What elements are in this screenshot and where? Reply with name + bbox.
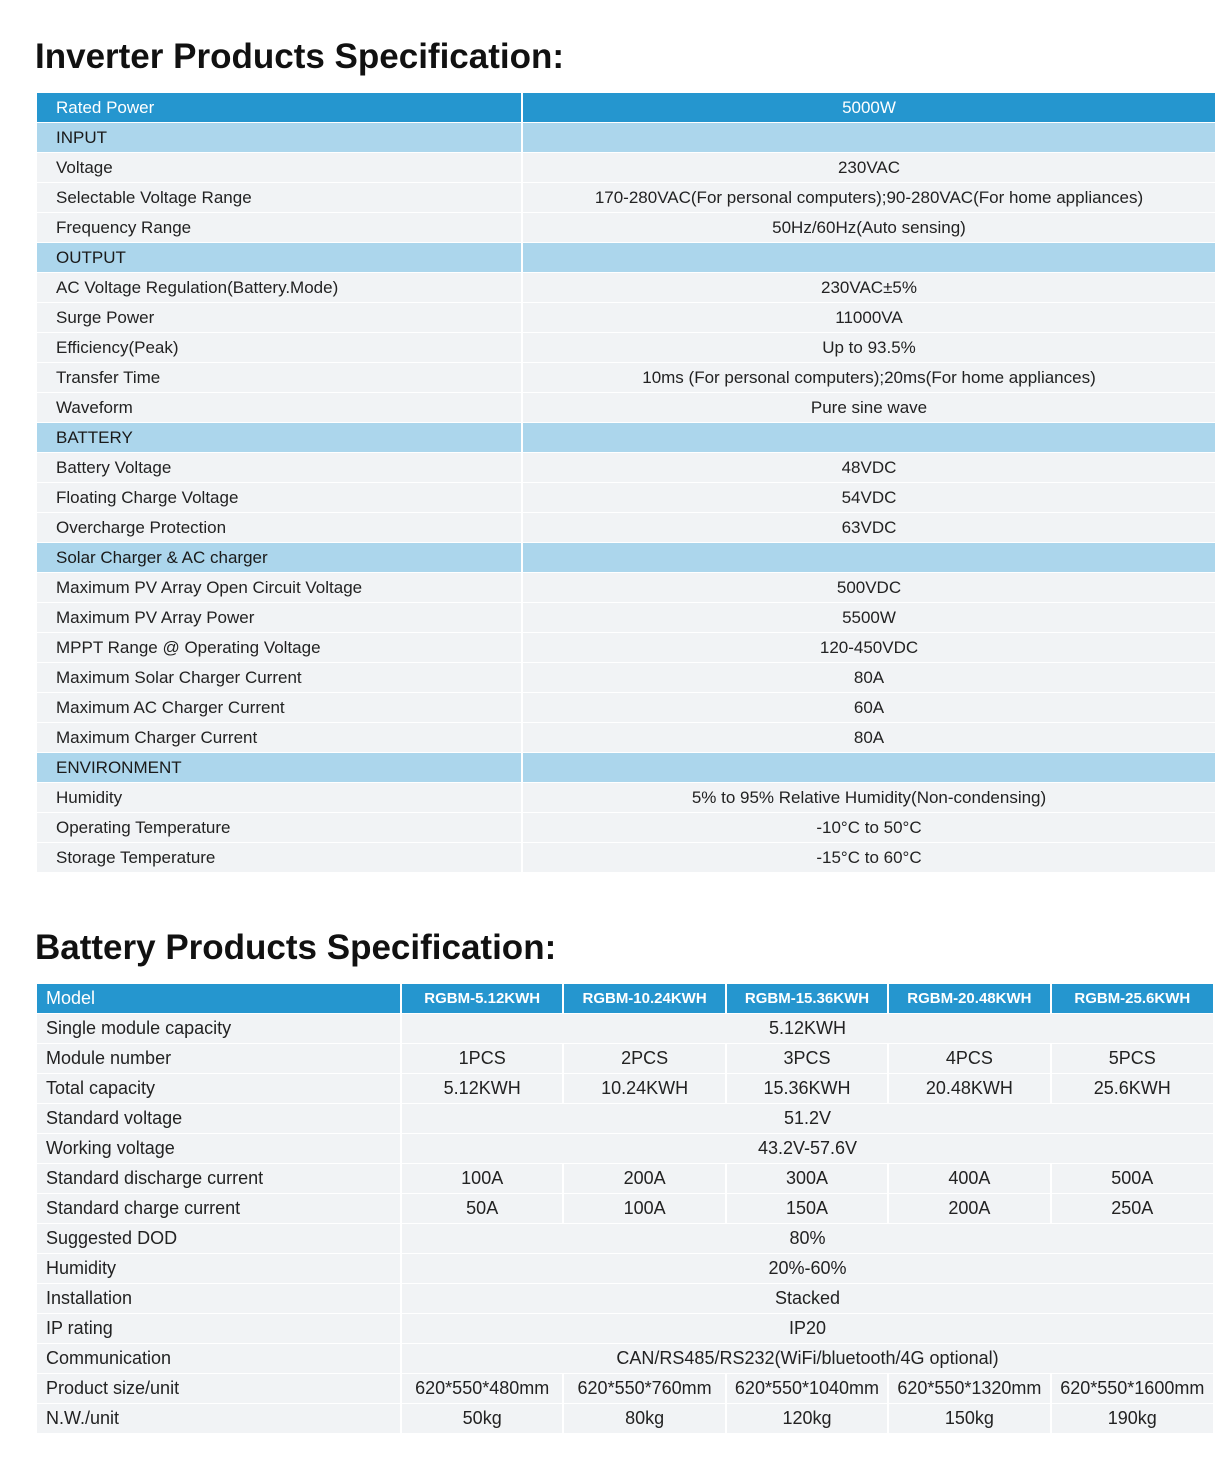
- battery-spec-title: Battery Products Specification:: [35, 928, 557, 967]
- battery-spec-value: 50kg: [401, 1404, 563, 1434]
- spec-label: Storage Temperature: [37, 843, 522, 873]
- battery-spec-row: [37, 1344, 1213, 1374]
- spec-row: [37, 693, 1215, 723]
- spec-row: [37, 273, 1215, 303]
- spec-value: 230VAC: [522, 153, 1215, 183]
- spec-value: 500VDC: [522, 573, 1215, 603]
- battery-spec-value: 100A: [563, 1194, 725, 1224]
- spec-value: 50Hz/60Hz(Auto sensing): [522, 213, 1215, 243]
- battery-spec-row: [37, 1194, 1213, 1224]
- spec-value: 11000VA: [522, 303, 1215, 333]
- rated-power-label: Rated Power: [37, 93, 522, 123]
- spec-row: [37, 633, 1215, 663]
- battery-spec-label: Working voltage: [37, 1134, 401, 1164]
- battery-spec-label: Communication: [37, 1344, 401, 1374]
- spec-label: Floating Charge Voltage: [37, 483, 522, 513]
- battery-spec-value: 51.2V: [401, 1104, 1213, 1134]
- spec-label: Operating Temperature: [37, 813, 522, 843]
- battery-spec-label: Single module capacity: [37, 1014, 401, 1044]
- battery-spec-value: 620*550*1040mm: [726, 1374, 888, 1404]
- spec-value: Up to 93.5%: [522, 333, 1215, 363]
- section-label: BATTERY: [37, 423, 522, 453]
- battery-spec-value: 500A: [1051, 1164, 1213, 1194]
- battery-spec-value: 620*550*1600mm: [1051, 1374, 1213, 1404]
- spec-value: -15°C to 60°C: [522, 843, 1215, 873]
- section-value: [522, 753, 1215, 783]
- battery-spec-value: Stacked: [401, 1284, 1213, 1314]
- spec-value: 5500W: [522, 603, 1215, 633]
- section-row: [37, 543, 1215, 573]
- spec-label: Maximum PV Array Power: [37, 603, 522, 633]
- spec-row: [37, 363, 1215, 393]
- battery-spec-row: [37, 1404, 1213, 1434]
- battery-spec-value: 300A: [726, 1164, 888, 1194]
- battery-spec-value: 25.6KWH: [1051, 1074, 1213, 1104]
- spec-row: [37, 813, 1215, 843]
- battery-spec-value: 100A: [401, 1164, 563, 1194]
- spec-value: 170-280VAC(For personal computers);90-280VAC(For home appliances): [522, 183, 1215, 213]
- model-header-cell: RGBM-10.24KWH: [563, 984, 725, 1014]
- spec-row: [37, 783, 1215, 813]
- section-value: [522, 543, 1215, 573]
- spec-row: [37, 153, 1215, 183]
- section-label: OUTPUT: [37, 243, 522, 273]
- battery-spec-label: Humidity: [37, 1254, 401, 1284]
- spec-value: 230VAC±5%: [522, 273, 1215, 303]
- battery-header-row: [37, 984, 1213, 1014]
- spec-label: Frequency Range: [37, 213, 522, 243]
- section-row: [37, 753, 1215, 783]
- battery-spec-value: IP20: [401, 1314, 1213, 1344]
- battery-spec-value: 200A: [888, 1194, 1050, 1224]
- spec-label: Voltage: [37, 153, 522, 183]
- spec-label: Humidity: [37, 783, 522, 813]
- spec-value: 10ms (For personal computers);20ms(For home appliances): [522, 363, 1215, 393]
- battery-spec-row: [37, 1044, 1213, 1074]
- battery-spec-value: 20.48KWH: [888, 1074, 1050, 1104]
- spec-row: [37, 513, 1215, 543]
- battery-spec-row: [37, 1074, 1213, 1104]
- battery-spec-row: [37, 1134, 1213, 1164]
- battery-spec-value: 190kg: [1051, 1404, 1213, 1434]
- battery-spec-value: 10.24KWH: [563, 1074, 725, 1104]
- spec-row: [37, 573, 1215, 603]
- battery-spec-value: 620*550*480mm: [401, 1374, 563, 1404]
- battery-spec-value: 3PCS: [726, 1044, 888, 1074]
- battery-spec-row: [37, 1224, 1213, 1254]
- spec-value: 63VDC: [522, 513, 1215, 543]
- battery-spec-label: Total capacity: [37, 1074, 401, 1104]
- battery-spec-row: [37, 1254, 1213, 1284]
- spec-label: Maximum PV Array Open Circuit Voltage: [37, 573, 522, 603]
- battery-spec-label: Installation: [37, 1284, 401, 1314]
- battery-spec-value: 150kg: [888, 1404, 1050, 1434]
- spec-value: 60A: [522, 693, 1215, 723]
- battery-spec-label: Standard discharge current: [37, 1164, 401, 1194]
- spec-value: -10°C to 50°C: [522, 813, 1215, 843]
- battery-spec-value: 200A: [563, 1164, 725, 1194]
- spec-label: Maximum Charger Current: [37, 723, 522, 753]
- battery-spec-row: [37, 1164, 1213, 1194]
- battery-spec-value: 250A: [1051, 1194, 1213, 1224]
- spec-label: Maximum AC Charger Current: [37, 693, 522, 723]
- battery-spec-value: 2PCS: [563, 1044, 725, 1074]
- battery-spec-value: 620*550*760mm: [563, 1374, 725, 1404]
- spec-label: Surge Power: [37, 303, 522, 333]
- battery-spec-value: 80%: [401, 1224, 1213, 1254]
- spec-label: Efficiency(Peak): [37, 333, 522, 363]
- section-row: [37, 123, 1215, 153]
- spec-row: [37, 663, 1215, 693]
- spec-value: 5% to 95% Relative Humidity(Non-condensing): [522, 783, 1215, 813]
- spec-row: [37, 303, 1215, 333]
- battery-spec-row: [37, 1014, 1213, 1044]
- spec-row: [37, 333, 1215, 363]
- section-value: [522, 123, 1215, 153]
- section-row: [37, 243, 1215, 273]
- rated-power-value: 5000W: [522, 93, 1215, 123]
- model-header-cell: RGBM-20.48KWH: [888, 984, 1050, 1014]
- spec-label: Maximum Solar Charger Current: [37, 663, 522, 693]
- spec-row: [37, 603, 1215, 633]
- battery-spec-label: Standard voltage: [37, 1104, 401, 1134]
- battery-spec-table: [37, 984, 1213, 1434]
- battery-spec-value: 120kg: [726, 1404, 888, 1434]
- spec-row: [37, 723, 1215, 753]
- inverter-header-row: [37, 93, 1215, 123]
- spec-row: [37, 843, 1215, 873]
- battery-spec-value: 620*550*1320mm: [888, 1374, 1050, 1404]
- inverter-spec-title: Inverter Products Specification:: [35, 37, 565, 76]
- section-label: INPUT: [37, 123, 522, 153]
- spec-row: [37, 453, 1215, 483]
- spec-row: [37, 393, 1215, 423]
- battery-spec-label: Product size/unit: [37, 1374, 401, 1404]
- spec-label: Battery Voltage: [37, 453, 522, 483]
- battery-spec-value: 43.2V-57.6V: [401, 1134, 1213, 1164]
- battery-spec-value: 150A: [726, 1194, 888, 1224]
- battery-spec-value: 1PCS: [401, 1044, 563, 1074]
- section-label: Solar Charger & AC charger: [37, 543, 522, 573]
- battery-spec-value: 400A: [888, 1164, 1050, 1194]
- spec-label: MPPT Range @ Operating Voltage: [37, 633, 522, 663]
- battery-spec-label: IP rating: [37, 1314, 401, 1344]
- spec-value: 80A: [522, 723, 1215, 753]
- battery-spec-row: [37, 1284, 1213, 1314]
- spec-label: Overcharge Protection: [37, 513, 522, 543]
- battery-spec-label: Suggested DOD: [37, 1224, 401, 1254]
- section-row: [37, 423, 1215, 453]
- section-label: ENVIRONMENT: [37, 753, 522, 783]
- battery-spec-value: 5PCS: [1051, 1044, 1213, 1074]
- battery-spec-row: [37, 1314, 1213, 1344]
- spec-row: [37, 483, 1215, 513]
- model-header-label: Model: [37, 984, 401, 1014]
- spec-value: 80A: [522, 663, 1215, 693]
- spec-value: 48VDC: [522, 453, 1215, 483]
- battery-spec-value: 5.12KWH: [401, 1074, 563, 1104]
- battery-spec-value: 5.12KWH: [401, 1014, 1213, 1044]
- spec-row: [37, 213, 1215, 243]
- battery-spec-value: 4PCS: [888, 1044, 1050, 1074]
- spec-value: 120-450VDC: [522, 633, 1215, 663]
- spec-label: AC Voltage Regulation(Battery.Mode): [37, 273, 522, 303]
- battery-spec-row: [37, 1104, 1213, 1134]
- spec-value: 54VDC: [522, 483, 1215, 513]
- battery-spec-value: 15.36KWH: [726, 1074, 888, 1104]
- battery-spec-label: Standard charge current: [37, 1194, 401, 1224]
- section-value: [522, 423, 1215, 453]
- model-header-cell: RGBM-5.12KWH: [401, 984, 563, 1014]
- battery-spec-row: [37, 1374, 1213, 1404]
- spec-value: Pure sine wave: [522, 393, 1215, 423]
- inverter-spec-table: [37, 93, 1215, 873]
- battery-spec-value: 20%-60%: [401, 1254, 1213, 1284]
- spec-label: Transfer Time: [37, 363, 522, 393]
- battery-spec-label: N.W./unit: [37, 1404, 401, 1434]
- battery-spec-value: 50A: [401, 1194, 563, 1224]
- battery-spec-value: CAN/RS485/RS232(WiFi/bluetooth/4G optional): [401, 1344, 1213, 1374]
- battery-spec-value: 80kg: [563, 1404, 725, 1434]
- model-header-cell: RGBM-15.36KWH: [726, 984, 888, 1014]
- spec-label: Waveform: [37, 393, 522, 423]
- section-value: [522, 243, 1215, 273]
- model-header-cell: RGBM-25.6KWH: [1051, 984, 1213, 1014]
- battery-spec-label: Module number: [37, 1044, 401, 1074]
- spec-label: Selectable Voltage Range: [37, 183, 522, 213]
- spec-row: [37, 183, 1215, 213]
